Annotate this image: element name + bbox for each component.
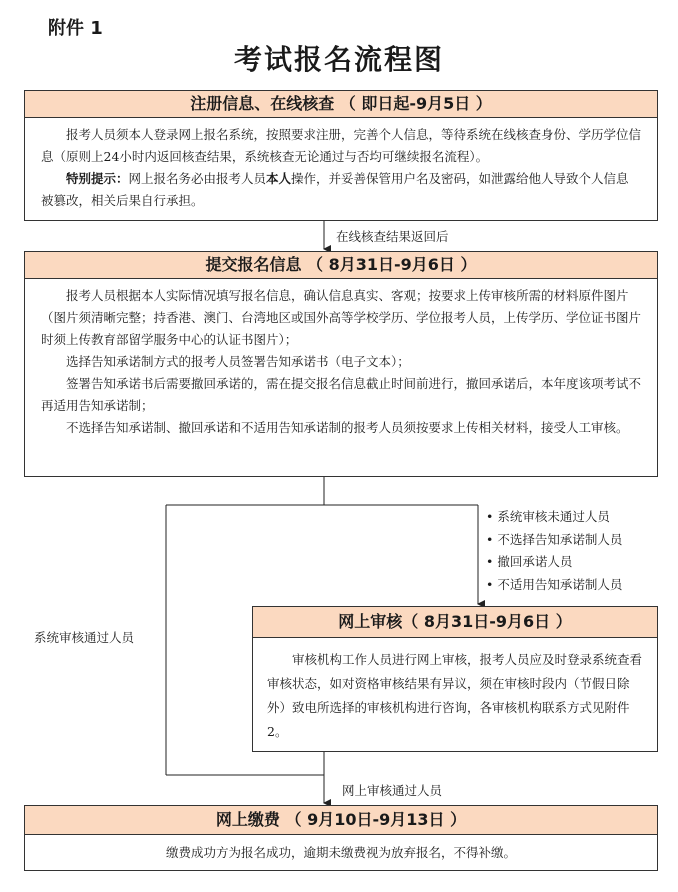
step-payment-text: 缴费成功方为报名成功，逾期未缴费视为放弃报名，不得补缴。	[165, 845, 516, 860]
condition-item: • 系统审核未通过人员	[486, 506, 622, 529]
step-submit-text-4: 不选择告知承诺制、撤回承诺和不适用告知承诺制的报考人员须按要求上传相关材料，接受人工审核。	[66, 420, 629, 435]
step-submit-heading: 提交报名信息 （ 8月31日-9月6日 ）	[25, 252, 657, 279]
step-register-text: 报考人员须本人登录网上报名系统，按照要求注册，完善个人信息，等待系统在线核查身份、学历学位信息（原则上24小时内返回核查结果，系统核查无论通过与否均可继续报名流程）。	[41, 127, 642, 164]
arrow1-label: 在线核查结果返回后	[336, 229, 449, 244]
special-tip	[41, 168, 641, 212]
step-review-text: 审核机构工作人员进行网上审核，报考人员应及时登录系统查看审核状态，如对资格审核结果有异议，须在审核时段内（节假日除外）致电所选择的审核机构进行咨询，各审核机构联系方式见附件2。	[267, 652, 643, 739]
condition-item: • 撤回承诺人员	[486, 551, 622, 574]
special-tip-text-pre: 网上报名务必由报考人员	[128, 171, 267, 186]
step-register-body	[25, 118, 657, 216]
step-review-box	[252, 606, 658, 752]
special-tip-label: 特别提示：	[66, 171, 129, 186]
left-path-label: 系统审核通过人员	[34, 630, 135, 645]
step-submit-text-3: 签署告知承诺书后需要撤回承诺的，需在提交报名信息截止时间前进行，撤回承诺后，本年度该项考试不再适用告知承诺制；	[41, 376, 642, 413]
page-title: 考试报名流程图	[233, 43, 444, 76]
step-review-body	[253, 638, 657, 748]
special-tip-emphasis: 本人	[266, 171, 292, 186]
step-payment-body	[25, 835, 657, 868]
arrow3-label: 网上审核通过人员	[342, 783, 443, 798]
step-submit-body	[25, 279, 657, 443]
step-payment-heading: 网上缴费 （ 9月10日-9月13日 ）	[25, 806, 657, 835]
attachment-label: 附件 1	[48, 18, 103, 39]
step-register-heading: 注册信息、在线核查 （ 即日起-9月5日 ）	[25, 91, 657, 118]
step-register-box	[24, 90, 658, 221]
step-submit-box	[24, 251, 658, 477]
step-submit-text-1: 报考人员根据本人实际情况填写报名信息，确认信息真实、客观；按要求上传审核所需的材料原件图片（图片须清晰完整；持香港、澳门、台湾地区或国外高等学校学历、学位报考人员，上传学历、学位证书图片时须上传教育部留学服务中心的认证书图片）；	[41, 288, 642, 347]
step-submit-text-2: 选择告知承诺制方式的报考人员签署告知承诺书（电子文本）；	[66, 354, 410, 369]
manual-review-conditions	[486, 506, 622, 596]
condition-item: • 不选择告知承诺制人员	[486, 529, 622, 552]
step-payment-box	[24, 805, 658, 871]
step-review-heading: 网上审核（ 8月31日-9月6日 ）	[253, 607, 657, 638]
condition-item: • 不适用告知承诺制人员	[486, 574, 622, 597]
special-tip-text-post: 操作，并妥善保管用户名及密码，如泄露给他人导致个人信息被篡改，相关后果自行承担。	[41, 171, 629, 208]
